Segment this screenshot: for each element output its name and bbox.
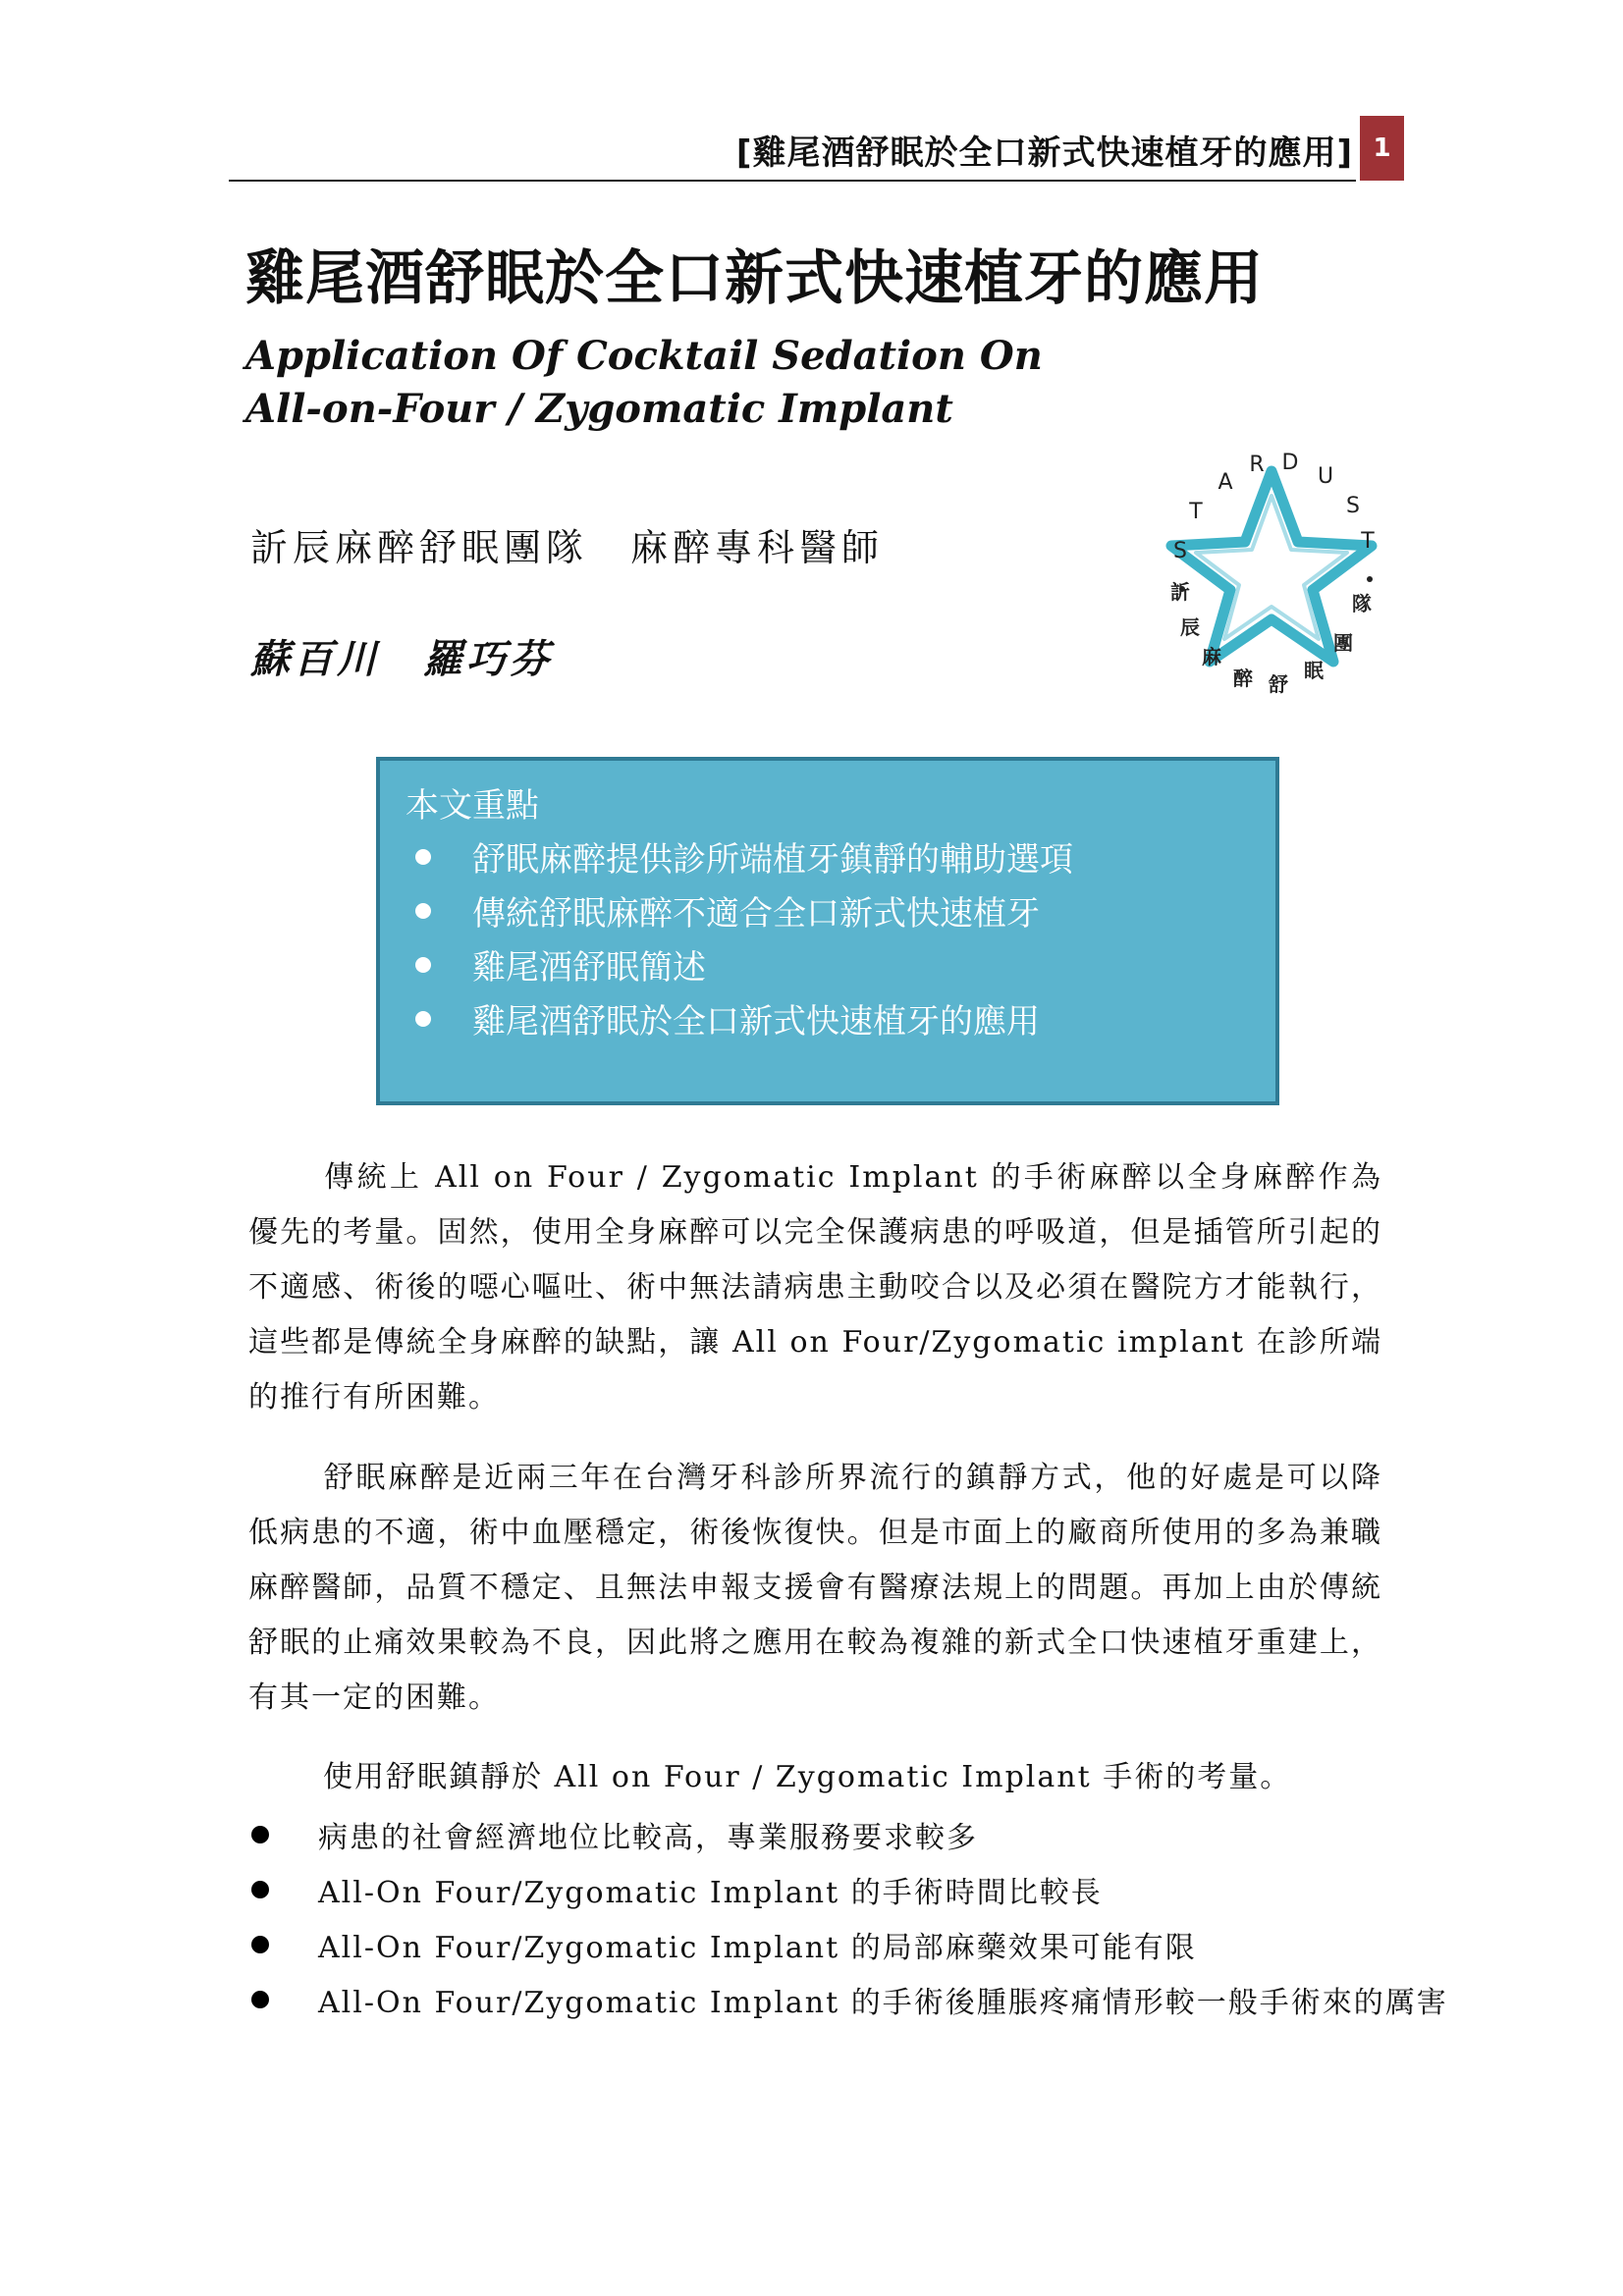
key-point-item bbox=[406, 937, 1073, 991]
body-paragraph-2 bbox=[248, 1451, 1382, 1726]
key-point-text: 雞尾酒舒眠於全口新式快速植牙的應用 bbox=[472, 1002, 1040, 1041]
key-point-text: 舒眠麻醉提供診所端植牙鎮靜的輔助選項 bbox=[472, 840, 1073, 880]
bullet-icon bbox=[415, 849, 431, 865]
logo-char: 訢 bbox=[1170, 580, 1190, 604]
list-item bbox=[245, 1862, 1448, 1917]
logo-letter: S bbox=[1173, 539, 1187, 563]
bullet-icon bbox=[251, 1881, 269, 1898]
logo-char: 團 bbox=[1333, 631, 1353, 655]
logo-letter: A bbox=[1217, 470, 1233, 495]
key-points-box bbox=[376, 757, 1279, 1105]
body-paragraph-1 bbox=[248, 1150, 1382, 1425]
key-point-text: 傳統舒眠麻醉不適合全口新式快速植牙 bbox=[472, 894, 1040, 934]
key-point-text: 雞尾酒舒眠簡述 bbox=[472, 948, 706, 988]
page-number: 1 bbox=[1360, 116, 1404, 181]
list-item bbox=[245, 1917, 1448, 1972]
article-title-en-line1: Application Of Cocktail Sedation On bbox=[245, 333, 1043, 379]
logo-letter: T bbox=[1361, 529, 1375, 554]
logo-char: 舒 bbox=[1269, 672, 1288, 696]
list-item-text: All-On Four/Zygomatic Implant 的手術後腫脹疼痛情形較一般手術來的厲害 bbox=[318, 1986, 1448, 2020]
bullet-icon bbox=[415, 957, 431, 973]
list-item-text: 病患的社會經濟地位比較高，專業服務要求較多 bbox=[318, 1821, 978, 1855]
key-points-list bbox=[406, 829, 1073, 1045]
header-rule bbox=[229, 180, 1356, 182]
list-item bbox=[245, 1807, 1448, 1862]
stardust-logo bbox=[1139, 442, 1404, 726]
list-item bbox=[245, 1972, 1448, 2027]
logo-char: 眠 bbox=[1304, 659, 1324, 682]
logo-letter: S bbox=[1346, 494, 1360, 518]
bullet-icon bbox=[415, 1011, 431, 1027]
logo-char: 麻 bbox=[1202, 645, 1221, 668]
logo-letter: D bbox=[1281, 451, 1299, 475]
author-affiliation: 訢辰麻醉舒眠團隊 麻醉專科醫師 bbox=[250, 526, 885, 569]
bullet-icon bbox=[251, 1991, 269, 2008]
list-item-text: All-On Four/Zygomatic Implant 的局部麻藥效果可能有限 bbox=[318, 1931, 1197, 1965]
key-point-item bbox=[406, 883, 1073, 937]
article-title-en-line2: All-on-Four / Zygomatic Implant bbox=[245, 386, 953, 432]
logo-dot bbox=[1367, 576, 1373, 582]
key-points-heading: 本文重點 bbox=[406, 786, 539, 826]
logo-letter: T bbox=[1189, 500, 1203, 524]
list-intro: 使用舒眠鎮靜於 All on Four / Zygomatic Implant 手術的考量。 bbox=[323, 1760, 1292, 1794]
article-title-en bbox=[245, 330, 1043, 436]
logo-char: 醉 bbox=[1233, 667, 1253, 690]
logo-char: 隊 bbox=[1352, 592, 1372, 615]
key-point-item bbox=[406, 829, 1073, 883]
running-header-title: [雞尾酒舒眠於全口新式快速植牙的應用] bbox=[735, 133, 1353, 173]
body-paragraph-1-text: 傳統上 All on Four / Zygomatic Implant 的手術麻醉以全身麻醉作為優先的考量。固然，使用全身麻醉可以完全保護病患的呼吸道，但是插管所引起的不適感、術後的噁心嘔吐、術中無法請病患主動咬合以及必須在醫院方才能執行，這些都是傳統全身麻醉的缺點，讓 All on Four/Zygomatic implant 在診所端的推行有所困難。 bbox=[248, 1160, 1382, 1415]
bullet-icon bbox=[251, 1826, 269, 1843]
logo-letter: U bbox=[1317, 464, 1334, 489]
logo-char: 辰 bbox=[1180, 615, 1200, 639]
body-paragraph-2-text: 舒眠麻醉是近兩三年在台灣牙科診所界流行的鎮靜方式，他的好處是可以降低病患的不適，術中血壓穩定，術後恢復快。但是市面上的廠商所使用的多為兼職麻醉醫師，品質不穩定、且無法申報支援會有醫療法規上的問題。再加上由於傳統舒眠的止痛效果較為不良，因此將之應用在較為複雜的新式全口快速植牙重建上，有其一定的困難。 bbox=[248, 1461, 1382, 1715]
author-names: 蘇百川 羅巧芬 bbox=[250, 636, 553, 682]
considerations-list bbox=[245, 1807, 1448, 2027]
bullet-icon bbox=[251, 1936, 269, 1953]
key-point-item bbox=[406, 991, 1073, 1045]
article-title-zh: 雞尾酒舒眠於全口新式快速植牙的應用 bbox=[245, 244, 1264, 313]
list-item-text: All-On Four/Zygomatic Implant 的手術時間比較長 bbox=[318, 1876, 1103, 1910]
logo-letter: R bbox=[1249, 453, 1265, 477]
bullet-icon bbox=[415, 903, 431, 919]
